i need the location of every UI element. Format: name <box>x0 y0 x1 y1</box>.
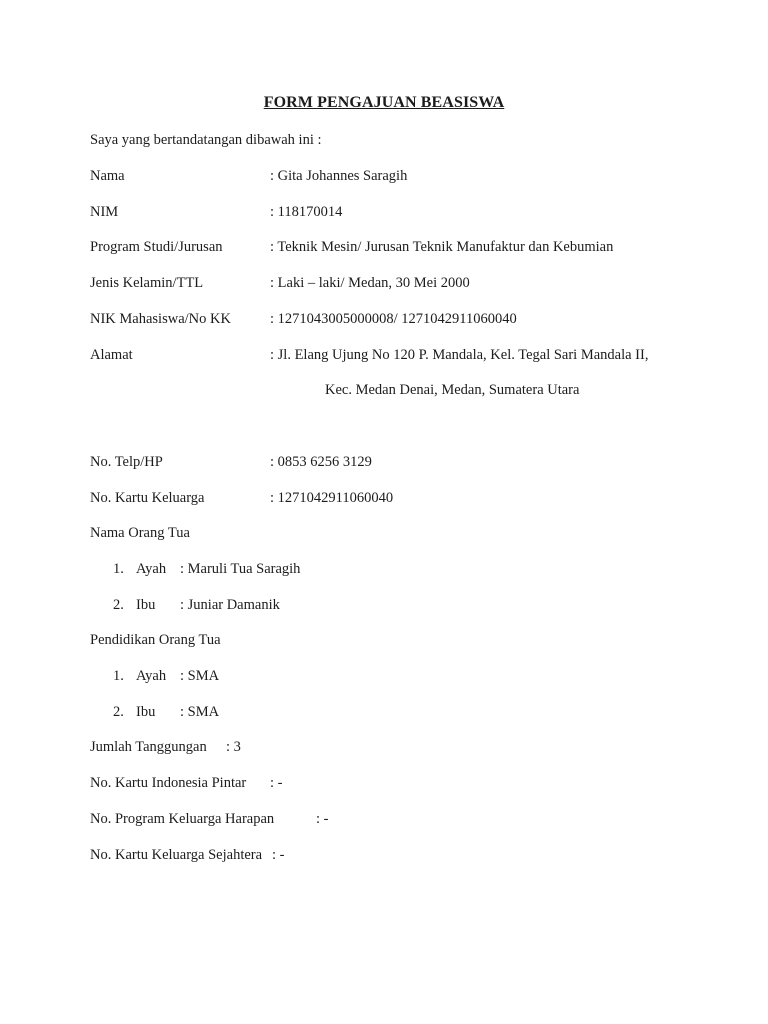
list-number: 1. <box>113 561 124 577</box>
address-continuation: Kec. Medan Denai, Medan, Sumatera Utara <box>325 382 580 398</box>
field-label-nim: NIM <box>90 204 119 220</box>
field-value-nik: : 1271043005000008/ 1271042911060040 <box>270 311 517 327</box>
parent-label-ayah: Ayah <box>136 561 167 577</box>
form-title: FORM PENGAJUAN BEASISWA <box>263 94 505 111</box>
education-value-ayah: : SMA <box>180 668 220 684</box>
field-value-telp: : 0853 6256 3129 <box>270 454 372 470</box>
kks-value: : - <box>272 847 285 863</box>
education-value-ibu: : SMA <box>180 704 220 720</box>
list-number: 2. <box>113 704 124 720</box>
field-value-kartu-keluarga: : 1271042911060040 <box>270 490 394 506</box>
field-value-jenis-kelamin: : Laki – laki/ Medan, 30 Mei 2000 <box>270 275 470 291</box>
parent-label-ibu: Ibu <box>136 597 156 613</box>
pkh-value: : - <box>316 811 329 827</box>
field-label-alamat: Alamat <box>90 347 133 363</box>
dependents-value: : 3 <box>226 739 241 755</box>
field-value-nama: : Gita Johannes Saragih <box>270 168 408 184</box>
parents-heading: Nama Orang Tua <box>90 525 190 541</box>
field-value-alamat: : Jl. Elang Ujung No 120 P. Mandala, Kel. Tegal Sari Mandala II, <box>270 347 649 363</box>
education-label-ayah: Ayah <box>136 668 167 684</box>
intro-text: Saya yang bertandatangan dibawah ini : <box>90 132 322 148</box>
parents-education-heading: Pendidikan Orang Tua <box>90 632 221 648</box>
kks-label: No. Kartu Keluarga Sejahtera <box>90 847 263 863</box>
dependents-label: Jumlah Tanggungan <box>90 739 207 755</box>
list-number: 2. <box>113 597 124 613</box>
list-number: 1. <box>113 668 124 684</box>
field-value-nim: : 118170014 <box>270 204 343 220</box>
pkh-label: No. Program Keluarga Harapan <box>90 811 275 827</box>
kip-value: : - <box>270 775 283 791</box>
field-label-nama: Nama <box>90 168 125 184</box>
kip-label: No. Kartu Indonesia Pintar <box>90 775 247 791</box>
parent-value-ayah: : Maruli Tua Saragih <box>180 561 301 577</box>
field-label-nik: NIK Mahasiswa/No KK <box>90 311 231 327</box>
parent-value-ibu: : Juniar Damanik <box>180 597 280 613</box>
field-label-jenis-kelamin: Jenis Kelamin/TTL <box>90 275 204 291</box>
field-value-program-studi: : Teknik Mesin/ Jurusan Teknik Manufaktur dan Kebumian <box>270 239 614 255</box>
field-label-program-studi: Program Studi/Jurusan <box>90 239 223 255</box>
field-label-telp: No. Telp/HP <box>90 454 163 470</box>
education-label-ibu: Ibu <box>136 704 156 720</box>
field-label-kartu-keluarga: No. Kartu Keluarga <box>90 490 205 506</box>
